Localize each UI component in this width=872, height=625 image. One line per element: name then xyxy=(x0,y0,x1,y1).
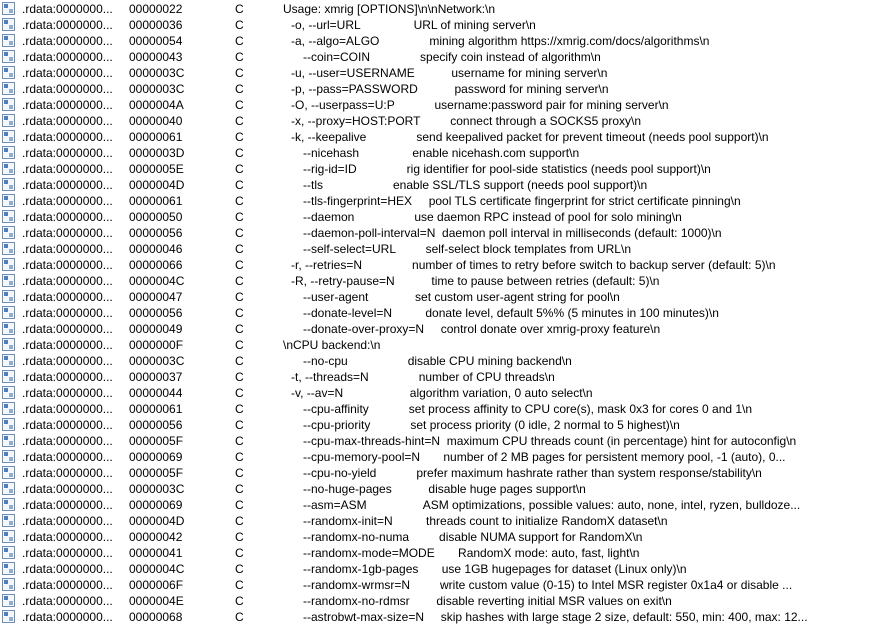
string-value: --cpu-memory-pool=N number of 2 MB pages for persistent memory pool, -1 (auto), 0... xyxy=(303,450,786,464)
string-type: C xyxy=(235,514,244,528)
string-address: .rdata:0000000... xyxy=(22,546,113,560)
string-address: .rdata:0000000... xyxy=(22,418,113,432)
string-value: --nicehash enable nicehash.com support\n xyxy=(303,146,580,160)
string-row[interactable] xyxy=(0,449,872,465)
string-row[interactable] xyxy=(0,33,872,49)
string-row[interactable] xyxy=(0,385,872,401)
string-address: .rdata:0000000... xyxy=(22,562,113,576)
string-type: C xyxy=(235,562,244,576)
string-address: .rdata:0000000... xyxy=(22,322,113,336)
string-type-icon xyxy=(2,594,15,607)
string-value: --randomx-init=N threads count to initialize RandomX dataset\n xyxy=(303,514,668,528)
string-address: .rdata:0000000... xyxy=(22,130,113,144)
string-address: .rdata:0000000... xyxy=(22,82,113,96)
string-address: .rdata:0000000... xyxy=(22,370,113,384)
string-type: C xyxy=(235,386,244,400)
string-type: C xyxy=(235,194,244,208)
string-type: C xyxy=(235,594,244,608)
string-address: .rdata:0000000... xyxy=(22,194,113,208)
string-address: .rdata:0000000... xyxy=(22,210,113,224)
string-type: C xyxy=(235,578,244,592)
string-length: 00000061 xyxy=(129,130,183,144)
string-type-icon xyxy=(2,114,15,127)
string-type-icon xyxy=(2,162,15,175)
string-type: C xyxy=(235,610,244,624)
string-type: C xyxy=(235,162,244,176)
string-value: -k, --keepalive send keepalived packet for prevent timeout (needs pool support)\n xyxy=(291,130,769,144)
string-type: C xyxy=(235,178,244,192)
string-row[interactable] xyxy=(0,497,872,513)
string-row[interactable] xyxy=(0,417,872,433)
string-type-icon xyxy=(2,194,15,207)
string-type-icon xyxy=(2,178,15,191)
string-row[interactable] xyxy=(0,529,872,545)
string-type-icon xyxy=(2,466,15,479)
string-address: .rdata:0000000... xyxy=(22,226,113,240)
string-value: --asm=ASM ASM optimizations, possible values: auto, none, intel, ryzen, bulldoze... xyxy=(303,498,801,512)
string-type-icon xyxy=(2,98,15,111)
string-type: C xyxy=(235,258,244,272)
string-value: --cpu-max-threads-hint=N maximum CPU threads count (in percentage) hint for autoconfig\n xyxy=(303,434,797,448)
string-address: .rdata:0000000... xyxy=(22,578,113,592)
string-type: C xyxy=(235,98,244,112)
string-value: --tls-fingerprint=HEX pool TLS certificate fingerprint for strict certificate pinning\n xyxy=(303,194,741,208)
string-length: 0000003C xyxy=(129,66,185,80)
string-type: C xyxy=(235,130,244,144)
string-type: C xyxy=(235,146,244,160)
string-type: C xyxy=(235,354,244,368)
string-address: .rdata:0000000... xyxy=(22,258,113,272)
string-type-icon xyxy=(2,34,15,47)
string-type: C xyxy=(235,322,244,336)
string-length: 0000003D xyxy=(129,146,185,160)
string-row[interactable] xyxy=(0,161,872,177)
string-length: 00000042 xyxy=(129,530,183,544)
string-address: .rdata:0000000... xyxy=(22,434,113,448)
string-length: 0000000F xyxy=(129,338,184,352)
string-type-icon xyxy=(2,402,15,415)
string-value: -u, --user=USERNAME username for mining server\n xyxy=(291,66,608,80)
string-length: 0000004E xyxy=(129,594,184,608)
string-address: .rdata:0000000... xyxy=(22,386,113,400)
string-length: 00000061 xyxy=(129,194,183,208)
string-length: 0000004A xyxy=(129,98,184,112)
string-value: Usage: xmrig [OPTIONS]\n\nNetwork:\n xyxy=(283,2,496,16)
string-value: --daemon use daemon RPC instead of pool for solo mining\n xyxy=(303,210,682,224)
string-type-icon xyxy=(2,242,15,255)
string-type: C xyxy=(235,338,244,352)
string-row[interactable] xyxy=(0,465,872,481)
string-address: .rdata:0000000... xyxy=(22,610,113,624)
string-address: .rdata:0000000... xyxy=(22,162,113,176)
string-row[interactable] xyxy=(0,193,872,209)
string-type: C xyxy=(235,114,244,128)
string-row[interactable] xyxy=(0,513,872,529)
string-type-icon xyxy=(2,546,15,559)
string-type: C xyxy=(235,434,244,448)
string-row[interactable] xyxy=(0,353,872,369)
string-address: .rdata:0000000... xyxy=(22,242,113,256)
string-length: 00000044 xyxy=(129,386,183,400)
string-type: C xyxy=(235,306,244,320)
string-type-icon xyxy=(2,50,15,63)
string-row[interactable] xyxy=(0,577,872,593)
string-row[interactable] xyxy=(0,337,872,353)
string-type-icon xyxy=(2,306,15,319)
string-value: --astrobwt-max-size=N skip hashes with large stage 2 size, default: 550, min: 400, max: 12... xyxy=(303,610,808,624)
string-address: .rdata:0000000... xyxy=(22,274,113,288)
string-type: C xyxy=(235,2,244,16)
string-row[interactable] xyxy=(0,289,872,305)
string-length: 00000049 xyxy=(129,322,183,336)
string-value: -t, --threads=N number of CPU threads\n xyxy=(291,370,555,384)
string-row[interactable] xyxy=(0,225,872,241)
string-type-icon xyxy=(2,434,15,447)
string-length: 0000004C xyxy=(129,274,185,288)
string-value: -a, --algo=ALGO mining algorithm https://xmrig.com/docs/algorithms\n xyxy=(291,34,710,48)
string-row[interactable] xyxy=(0,257,872,273)
string-type-icon xyxy=(2,130,15,143)
string-row[interactable] xyxy=(0,177,872,193)
string-value: --daemon-poll-interval=N daemon poll interval in milliseconds (default: 1000)\n xyxy=(303,226,722,240)
string-type: C xyxy=(235,418,244,432)
string-type: C xyxy=(235,242,244,256)
string-row[interactable] xyxy=(0,561,872,577)
string-row[interactable] xyxy=(0,81,872,97)
string-value: --randomx-wrmsr=N write custom value (0-15) to Intel MSR register 0x1a4 or disable ... xyxy=(303,578,793,592)
string-value: --cpu-affinity set process affinity to CPU core(s), mask 0x3 for cores 0 and 1\n xyxy=(303,402,753,416)
string-length: 00000066 xyxy=(129,258,183,272)
string-row[interactable] xyxy=(0,145,872,161)
string-type: C xyxy=(235,274,244,288)
string-type: C xyxy=(235,402,244,416)
string-address: .rdata:0000000... xyxy=(22,66,113,80)
string-length: 00000047 xyxy=(129,290,183,304)
string-address: .rdata:0000000... xyxy=(22,466,113,480)
string-value: --user-agent set custom user-agent string for pool\n xyxy=(303,290,620,304)
string-type: C xyxy=(235,226,244,240)
string-row[interactable] xyxy=(0,17,872,33)
string-type: C xyxy=(235,210,244,224)
string-value: -o, --url=URL URL of mining server\n xyxy=(291,18,536,32)
string-type-icon xyxy=(2,258,15,271)
string-address: .rdata:0000000... xyxy=(22,530,113,544)
string-address: .rdata:0000000... xyxy=(22,50,113,64)
string-length: 0000004C xyxy=(129,562,185,576)
string-row[interactable] xyxy=(0,401,872,417)
string-length: 00000056 xyxy=(129,226,183,240)
string-address: .rdata:0000000... xyxy=(22,450,113,464)
string-row[interactable] xyxy=(0,209,872,225)
string-address: .rdata:0000000... xyxy=(22,482,113,496)
string-type-icon xyxy=(2,610,15,623)
string-row[interactable] xyxy=(0,481,872,497)
string-type-icon xyxy=(2,274,15,287)
string-type: C xyxy=(235,82,244,96)
string-length: 00000054 xyxy=(129,34,183,48)
string-address: .rdata:0000000... xyxy=(22,178,113,192)
string-type-icon xyxy=(2,370,15,383)
string-type-icon xyxy=(2,210,15,223)
string-address: .rdata:0000000... xyxy=(22,290,113,304)
string-value: --randomx-mode=MODE RandomX mode: auto, fast, light\n xyxy=(303,546,640,560)
string-type-icon xyxy=(2,450,15,463)
string-length: 00000037 xyxy=(129,370,183,384)
string-type-icon xyxy=(2,498,15,511)
string-row[interactable] xyxy=(0,305,872,321)
string-type-icon xyxy=(2,418,15,431)
string-type-icon xyxy=(2,146,15,159)
string-value: -x, --proxy=HOST:PORT connect through a SOCKS5 proxy\n xyxy=(291,114,642,128)
string-row[interactable] xyxy=(0,273,872,289)
string-address: .rdata:0000000... xyxy=(22,18,113,32)
string-type: C xyxy=(235,482,244,496)
string-row[interactable] xyxy=(0,433,872,449)
string-address: .rdata:0000000... xyxy=(22,498,113,512)
string-address: .rdata:0000000... xyxy=(22,338,113,352)
string-row[interactable] xyxy=(0,49,872,65)
string-value: --rig-id=ID rig identifier for pool-side statistics (needs pool support)\n xyxy=(303,162,711,176)
string-length: 0000005F xyxy=(129,434,184,448)
string-type: C xyxy=(235,50,244,64)
string-length: 0000005F xyxy=(129,466,184,480)
string-row[interactable] xyxy=(0,545,872,561)
string-address: .rdata:0000000... xyxy=(22,354,113,368)
string-length: 00000069 xyxy=(129,498,183,512)
string-value: --randomx-1gb-pages use 1GB hugepages for dataset (Linux only)\n xyxy=(303,562,687,576)
string-length: 00000056 xyxy=(129,418,183,432)
string-type-icon xyxy=(2,354,15,367)
string-length: 00000022 xyxy=(129,2,183,16)
string-type: C xyxy=(235,530,244,544)
string-length: 00000043 xyxy=(129,50,183,64)
string-value: --no-cpu disable CPU mining backend\n xyxy=(303,354,572,368)
string-length: 00000050 xyxy=(129,210,183,224)
string-type: C xyxy=(235,498,244,512)
string-value: -p, --pass=PASSWORD password for mining server\n xyxy=(291,82,609,96)
string-row[interactable] xyxy=(0,593,872,609)
string-type-icon xyxy=(2,386,15,399)
string-type-icon xyxy=(2,2,15,15)
string-length: 00000040 xyxy=(129,114,183,128)
string-type: C xyxy=(235,466,244,480)
string-address: .rdata:0000000... xyxy=(22,594,113,608)
string-value: --randomx-no-rdmsr disable reverting initial MSR values on exit\n xyxy=(303,594,672,608)
string-length: 00000036 xyxy=(129,18,183,32)
string-row[interactable] xyxy=(0,1,872,17)
string-address: .rdata:0000000... xyxy=(22,306,113,320)
string-type-icon xyxy=(2,82,15,95)
string-value: --randomx-no-numa disable NUMA support for RandomX\n xyxy=(303,530,643,544)
string-address: .rdata:0000000... xyxy=(22,114,113,128)
string-length: 0000003C xyxy=(129,354,185,368)
string-row[interactable] xyxy=(0,129,872,145)
string-value: -R, --retry-pause=N time to pause between retries (default: 5)\n xyxy=(291,274,660,288)
string-length: 0000006F xyxy=(129,578,184,592)
string-type-icon xyxy=(2,18,15,31)
string-value: -O, --userpass=U:P username:password pair for mining server\n xyxy=(291,98,669,112)
string-value: --cpu-priority set process priority (0 idle, 2 normal to 5 highest)\n xyxy=(303,418,680,432)
string-type-icon xyxy=(2,578,15,591)
string-type: C xyxy=(235,290,244,304)
string-type: C xyxy=(235,450,244,464)
string-row[interactable] xyxy=(0,321,872,337)
string-length: 0000004D xyxy=(129,514,185,528)
string-row[interactable] xyxy=(0,65,872,81)
string-value: --no-huge-pages disable huge pages support\n xyxy=(303,482,586,496)
string-type: C xyxy=(235,370,244,384)
string-length: 00000056 xyxy=(129,306,183,320)
string-value: \nCPU backend:\n xyxy=(283,338,381,352)
string-type-icon xyxy=(2,514,15,527)
string-type-icon xyxy=(2,66,15,79)
string-length: 00000069 xyxy=(129,450,183,464)
string-length: 0000003C xyxy=(129,82,185,96)
string-type: C xyxy=(235,66,244,80)
string-type: C xyxy=(235,546,244,560)
string-address: .rdata:0000000... xyxy=(22,514,113,528)
string-row[interactable] xyxy=(0,113,872,129)
string-row[interactable] xyxy=(0,369,872,385)
string-type-icon xyxy=(2,322,15,335)
string-value: --tls enable SSL/TLS support (needs pool support)\n xyxy=(303,178,648,192)
string-value: -v, --av=N algorithm variation, 0 auto select\n xyxy=(291,386,593,400)
string-length: 00000068 xyxy=(129,610,183,624)
string-type-icon xyxy=(2,562,15,575)
string-type: C xyxy=(235,18,244,32)
string-length: 00000041 xyxy=(129,546,183,560)
string-type-icon xyxy=(2,290,15,303)
string-type: C xyxy=(235,34,244,48)
string-row[interactable] xyxy=(0,97,872,113)
string-length: 0000004D xyxy=(129,178,185,192)
string-value: --cpu-no-yield prefer maximum hashrate rather than system response/stability\n xyxy=(303,466,762,480)
string-value: --donate-level=N donate level, default 5%% (5 minutes in 100 minutes)\n xyxy=(303,306,719,320)
string-address: .rdata:0000000... xyxy=(22,402,113,416)
string-value: -r, --retries=N number of times to retry before switch to backup server (default: 5)\n xyxy=(291,258,776,272)
string-address: .rdata:0000000... xyxy=(22,2,113,16)
string-address: .rdata:0000000... xyxy=(22,146,113,160)
string-length: 00000061 xyxy=(129,402,183,416)
string-length: 0000003C xyxy=(129,482,185,496)
string-row[interactable] xyxy=(0,609,872,625)
string-row[interactable] xyxy=(0,241,872,257)
string-value: --self-select=URL self-select block templates from URL\n xyxy=(303,242,631,256)
string-address: .rdata:0000000... xyxy=(22,34,113,48)
string-type-icon xyxy=(2,530,15,543)
string-address: .rdata:0000000... xyxy=(22,98,113,112)
string-type-icon xyxy=(2,226,15,239)
string-type-icon xyxy=(2,338,15,351)
string-value: --donate-over-proxy=N control donate over xmrig-proxy feature\n xyxy=(303,322,661,336)
string-length: 0000005E xyxy=(129,162,184,176)
string-value: --coin=COIN specify coin instead of algorithm\n xyxy=(303,50,601,64)
string-length: 00000046 xyxy=(129,242,183,256)
string-type-icon xyxy=(2,482,15,495)
